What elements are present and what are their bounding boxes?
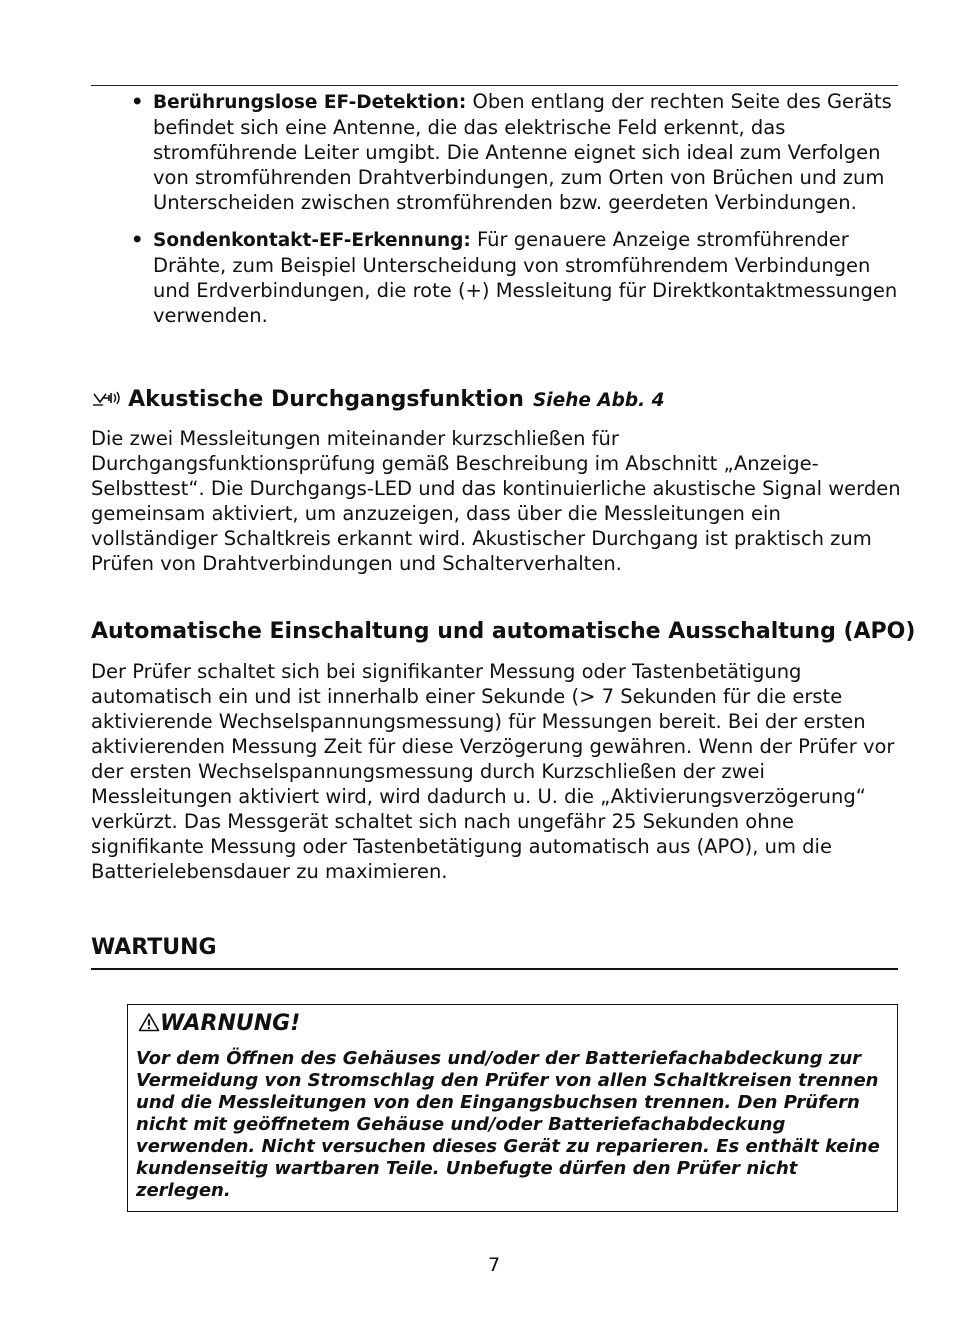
maintenance-heading: WARTUNG [91,935,217,960]
bullet-text: Für genauere Anzeige stromführender Drähte, zum Beispiel Unterscheidung von stromführendem Verbindungen und Erdverbindungen, die rote (+) Messleitung für Direktkontaktmessungen verwenden. [153,228,898,327]
maintenance-rule [91,968,898,970]
warning-heading [138,1011,300,1036]
apo-paragraph: Der Prüfer schaltet sich bei signifikanter Messung oder Tastenbetätigung automatisch ein und ist innerhalb einer Sekunde (> 7 Sekunden für die erste aktivierende Wechselspannungsmessung) für Messungen bereit. Bei der ersten aktivierenden Messung Zeit für diese Verzögerung gewähren. Wenn der Prüfer vor der ersten Wechselspannungsmessung durch Kurzschließen der zwei Messleitungen aktiviert wird, wird dadurch u. U. die „Aktivierungsverzögerung“ verkürzt. Das Messgerät schaltet sich nach ungefähr 25 Sekunden ohne signifikante Messung oder Tastenbetätigung automatisch aus (APO), um die Batterielebensdauer zu maximieren. [91,660,895,883]
figure-reference: Siehe Abb. 4 [532,390,665,411]
continuity-paragraph: Die zwei Messleitungen miteinander kurzschließen für Durchgangsfunktionsprüfung gemäß Beschreibung im Abschnitt „Anzeige-Selbsttest“. Die Durchgangs-LED und das kontinuierliche akustische Signal werden gemeinsam aktiviert, um anzuzeigen, dass über die Messleitungen ein vollständiger Schaltkreis erkannt wird. Akustischer Durchgang ist praktisch zum Prüfen von Drahtverbindungen und Schalterverhalten. [91,427,901,575]
warning-triangle-icon [138,1012,160,1032]
top-rule [91,85,898,86]
feature-bullet-list [131,89,901,340]
continuity-beeper-icon [91,386,123,410]
bullet-dot: • [131,228,144,251]
warning-box [127,1004,898,1212]
continuity-title: Akustische Durchgangsfunktion [128,387,524,412]
bullet-label: Berührungslose EF-Detektion: [153,92,467,113]
bullet-contactless-ef [131,89,901,215]
warning-title: WARNUNG! [160,1011,301,1036]
page-number: 7 [487,1254,501,1276]
continuity-heading [91,386,901,416]
apo-heading: Automatische Einschaltung und automatische Ausschaltung (APO) [91,619,916,644]
bullet-dot: • [131,90,144,113]
bullet-label: Sondenkontakt-EF-Erkennung: [153,230,471,251]
bullet-probe-contact-ef [131,227,901,328]
bullet-text: Oben entlang der rechten Seite des Geräts befindet sich eine Antenne, die das elektrische Feld erkennt, das stromführende Leiter umgibt. Die Antenne eignet sich ideal zum Verfolgen von stromführenden Drahtverbindungen, zum Orten von Brüchen und zum Unterscheiden zwischen stromführenden bzw. geerdeten Verbindungen. [153,90,892,214]
warning-text: Vor dem Öffnen des Gehäuses und/oder der Batteriefachabdeckung zur Vermeidung von Stromschlag den Prüfer von allen Schaltkreisen trennen und die Messleitungen von den Eingangsbuchsen trennen. Den Prüfern nicht mit geöffnetem Gehäuse und/oder Batteriefachabdeckung verwenden. Nicht versuchen dieses Gerät zu reparieren. Es enthält keine kundenseitig wartbaren Teile. Unbefugte dürfen den Prüfer nicht zerlegen. [136,1048,880,1201]
